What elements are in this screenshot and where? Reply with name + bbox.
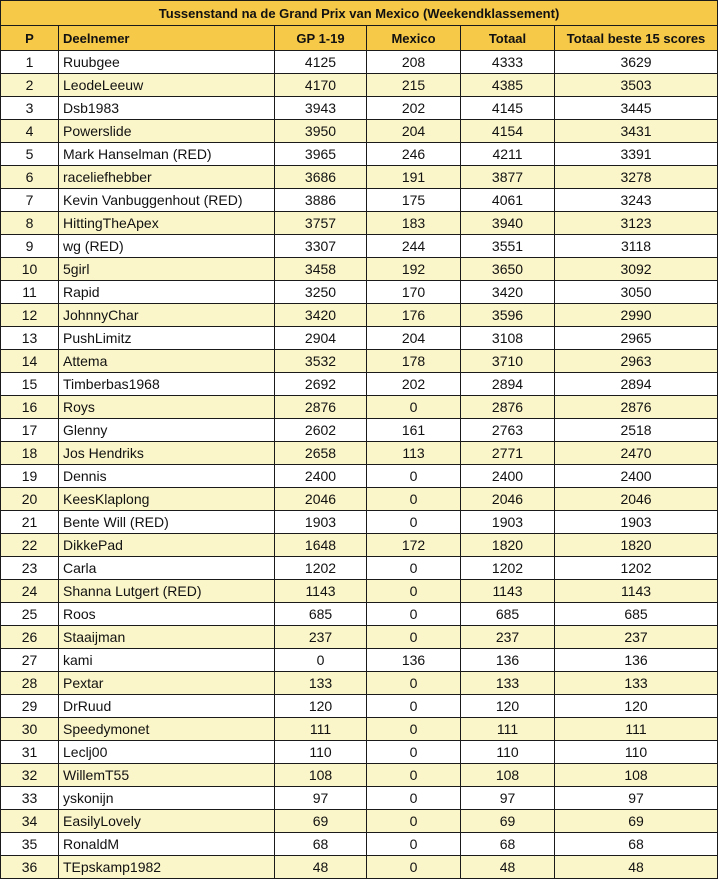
cell-mexico[interactable]: 0: [367, 718, 461, 741]
cell-total[interactable]: 3877: [461, 166, 555, 189]
cell-best-15-total[interactable]: 2470: [555, 442, 718, 465]
cell-gp-1-19[interactable]: 1903: [275, 511, 367, 534]
cell-position[interactable]: 27: [1, 649, 59, 672]
cell-mexico[interactable]: 0: [367, 396, 461, 419]
cell-participant[interactable]: RonaldM: [59, 833, 275, 856]
cell-best-15-total[interactable]: 237: [555, 626, 718, 649]
cell-total[interactable]: 4385: [461, 74, 555, 97]
cell-total[interactable]: 4333: [461, 51, 555, 74]
cell-total[interactable]: 69: [461, 810, 555, 833]
cell-total[interactable]: 2771: [461, 442, 555, 465]
cell-participant[interactable]: Kevin Vanbuggenhout (RED): [59, 189, 275, 212]
cell-gp-1-19[interactable]: 2658: [275, 442, 367, 465]
table-row[interactable]: [1, 580, 718, 603]
table-row[interactable]: [1, 695, 718, 718]
cell-best-15-total[interactable]: 1820: [555, 534, 718, 557]
cell-best-15-total[interactable]: 2518: [555, 419, 718, 442]
cell-total[interactable]: 136: [461, 649, 555, 672]
cell-mexico[interactable]: 0: [367, 810, 461, 833]
cell-best-15-total[interactable]: 3629: [555, 51, 718, 74]
cell-participant[interactable]: kami: [59, 649, 275, 672]
cell-mexico[interactable]: 0: [367, 833, 461, 856]
cell-participant[interactable]: Timberbas1968: [59, 373, 275, 396]
header-position[interactable]: P: [1, 26, 59, 51]
cell-mexico[interactable]: 244: [367, 235, 461, 258]
cell-total[interactable]: 1820: [461, 534, 555, 557]
cell-total[interactable]: 3420: [461, 281, 555, 304]
table-row[interactable]: [1, 51, 718, 74]
cell-participant[interactable]: WillemT55: [59, 764, 275, 787]
cell-total[interactable]: 4154: [461, 120, 555, 143]
header-mexico[interactable]: Mexico: [367, 26, 461, 51]
cell-total[interactable]: 3551: [461, 235, 555, 258]
cell-best-15-total[interactable]: 97: [555, 787, 718, 810]
table-row[interactable]: [1, 396, 718, 419]
cell-participant[interactable]: 5girl: [59, 258, 275, 281]
cell-gp-1-19[interactable]: 111: [275, 718, 367, 741]
cell-gp-1-19[interactable]: 3965: [275, 143, 367, 166]
cell-participant[interactable]: DikkePad: [59, 534, 275, 557]
cell-position[interactable]: 17: [1, 419, 59, 442]
table-row[interactable]: [1, 488, 718, 511]
cell-mexico[interactable]: 0: [367, 741, 461, 764]
cell-position[interactable]: 28: [1, 672, 59, 695]
cell-participant[interactable]: DrRuud: [59, 695, 275, 718]
cell-mexico[interactable]: 0: [367, 695, 461, 718]
cell-mexico[interactable]: 0: [367, 672, 461, 695]
cell-participant[interactable]: wg (RED): [59, 235, 275, 258]
cell-best-15-total[interactable]: 69: [555, 810, 718, 833]
cell-total[interactable]: 3596: [461, 304, 555, 327]
cell-best-15-total[interactable]: 3050: [555, 281, 718, 304]
table-row[interactable]: [1, 534, 718, 557]
cell-mexico[interactable]: 191: [367, 166, 461, 189]
cell-mexico[interactable]: 175: [367, 189, 461, 212]
cell-participant[interactable]: PushLimitz: [59, 327, 275, 350]
table-row[interactable]: [1, 810, 718, 833]
cell-best-15-total[interactable]: 3092: [555, 258, 718, 281]
cell-gp-1-19[interactable]: 3458: [275, 258, 367, 281]
cell-total[interactable]: 108: [461, 764, 555, 787]
cell-position[interactable]: 34: [1, 810, 59, 833]
cell-total[interactable]: 2763: [461, 419, 555, 442]
cell-participant[interactable]: KeesKlaplong: [59, 488, 275, 511]
cell-total[interactable]: 4211: [461, 143, 555, 166]
cell-mexico[interactable]: 0: [367, 557, 461, 580]
cell-mexico[interactable]: 202: [367, 373, 461, 396]
table-row[interactable]: [1, 235, 718, 258]
cell-best-15-total[interactable]: 2965: [555, 327, 718, 350]
cell-total[interactable]: 3108: [461, 327, 555, 350]
cell-gp-1-19[interactable]: 3250: [275, 281, 367, 304]
table-row[interactable]: [1, 465, 718, 488]
cell-best-15-total[interactable]: 110: [555, 741, 718, 764]
cell-mexico[interactable]: 192: [367, 258, 461, 281]
cell-total[interactable]: 2400: [461, 465, 555, 488]
table-row[interactable]: [1, 626, 718, 649]
cell-total[interactable]: 3650: [461, 258, 555, 281]
cell-position[interactable]: 2: [1, 74, 59, 97]
cell-total[interactable]: 2046: [461, 488, 555, 511]
table-row[interactable]: [1, 166, 718, 189]
cell-total[interactable]: 237: [461, 626, 555, 649]
cell-best-15-total[interactable]: 2876: [555, 396, 718, 419]
cell-best-15-total[interactable]: 3391: [555, 143, 718, 166]
table-row[interactable]: [1, 833, 718, 856]
cell-position[interactable]: 6: [1, 166, 59, 189]
cell-mexico[interactable]: 183: [367, 212, 461, 235]
cell-position[interactable]: 13: [1, 327, 59, 350]
cell-mexico[interactable]: 0: [367, 856, 461, 879]
cell-gp-1-19[interactable]: 2904: [275, 327, 367, 350]
cell-gp-1-19[interactable]: 3307: [275, 235, 367, 258]
table-row[interactable]: [1, 603, 718, 626]
cell-position[interactable]: 33: [1, 787, 59, 810]
cell-mexico[interactable]: 215: [367, 74, 461, 97]
table-row[interactable]: [1, 304, 718, 327]
table-row[interactable]: [1, 212, 718, 235]
cell-mexico[interactable]: 161: [367, 419, 461, 442]
cell-total[interactable]: 4145: [461, 97, 555, 120]
cell-gp-1-19[interactable]: 3686: [275, 166, 367, 189]
table-row[interactable]: [1, 672, 718, 695]
cell-mexico[interactable]: 176: [367, 304, 461, 327]
cell-participant[interactable]: JohnnyChar: [59, 304, 275, 327]
cell-gp-1-19[interactable]: 2602: [275, 419, 367, 442]
table-title: Tussenstand na de Grand Prix van Mexico (Weekendklassement): [1, 1, 718, 26]
table-row[interactable]: [1, 557, 718, 580]
cell-mexico[interactable]: 113: [367, 442, 461, 465]
cell-total[interactable]: 2876: [461, 396, 555, 419]
cell-gp-1-19[interactable]: 685: [275, 603, 367, 626]
cell-best-15-total[interactable]: 120: [555, 695, 718, 718]
cell-total[interactable]: 4061: [461, 189, 555, 212]
cell-participant[interactable]: Glenny: [59, 419, 275, 442]
cell-position[interactable]: 7: [1, 189, 59, 212]
cell-gp-1-19[interactable]: 110: [275, 741, 367, 764]
cell-gp-1-19[interactable]: 133: [275, 672, 367, 695]
header-best-15-total[interactable]: Totaal beste 15 scores: [555, 26, 718, 51]
cell-best-15-total[interactable]: 3243: [555, 189, 718, 212]
cell-participant[interactable]: yskonijn: [59, 787, 275, 810]
cell-best-15-total[interactable]: 2894: [555, 373, 718, 396]
cell-position[interactable]: 29: [1, 695, 59, 718]
cell-participant[interactable]: Attema: [59, 350, 275, 373]
cell-total[interactable]: 68: [461, 833, 555, 856]
header-participant[interactable]: Deelnemer: [59, 26, 275, 51]
cell-best-15-total[interactable]: 1143: [555, 580, 718, 603]
cell-position[interactable]: 8: [1, 212, 59, 235]
cell-mexico[interactable]: 0: [367, 626, 461, 649]
cell-position[interactable]: 26: [1, 626, 59, 649]
cell-best-15-total[interactable]: 108: [555, 764, 718, 787]
cell-participant[interactable]: Bente Will (RED): [59, 511, 275, 534]
cell-participant[interactable]: Powerslide: [59, 120, 275, 143]
cell-best-15-total[interactable]: 3123: [555, 212, 718, 235]
cell-position[interactable]: 32: [1, 764, 59, 787]
cell-gp-1-19[interactable]: 237: [275, 626, 367, 649]
cell-gp-1-19[interactable]: 3886: [275, 189, 367, 212]
cell-position[interactable]: 22: [1, 534, 59, 557]
table-row[interactable]: [1, 189, 718, 212]
cell-position[interactable]: 21: [1, 511, 59, 534]
cell-position[interactable]: 9: [1, 235, 59, 258]
cell-participant[interactable]: Carla: [59, 557, 275, 580]
cell-participant[interactable]: EasilyLovely: [59, 810, 275, 833]
table-row[interactable]: [1, 511, 718, 534]
cell-participant[interactable]: Roys: [59, 396, 275, 419]
cell-position[interactable]: 35: [1, 833, 59, 856]
table-row[interactable]: [1, 373, 718, 396]
cell-gp-1-19[interactable]: 97: [275, 787, 367, 810]
cell-best-15-total[interactable]: 68: [555, 833, 718, 856]
cell-gp-1-19[interactable]: 4125: [275, 51, 367, 74]
cell-total[interactable]: 3940: [461, 212, 555, 235]
table-row[interactable]: [1, 143, 718, 166]
header-row: [1, 26, 718, 51]
cell-participant[interactable]: LeodeLeeuw: [59, 74, 275, 97]
table-row[interactable]: [1, 764, 718, 787]
table-row[interactable]: [1, 258, 718, 281]
table-row[interactable]: [1, 281, 718, 304]
cell-best-15-total[interactable]: 2963: [555, 350, 718, 373]
table-row[interactable]: [1, 327, 718, 350]
cell-gp-1-19[interactable]: 3943: [275, 97, 367, 120]
cell-gp-1-19[interactable]: 3950: [275, 120, 367, 143]
cell-position[interactable]: 14: [1, 350, 59, 373]
cell-gp-1-19[interactable]: 2876: [275, 396, 367, 419]
cell-participant[interactable]: Dennis: [59, 465, 275, 488]
cell-best-15-total[interactable]: 133: [555, 672, 718, 695]
cell-total[interactable]: 2894: [461, 373, 555, 396]
cell-gp-1-19[interactable]: 2046: [275, 488, 367, 511]
cell-gp-1-19[interactable]: 4170: [275, 74, 367, 97]
cell-total[interactable]: 110: [461, 741, 555, 764]
cell-gp-1-19[interactable]: 68: [275, 833, 367, 856]
table-row[interactable]: [1, 350, 718, 373]
cell-mexico[interactable]: 0: [367, 764, 461, 787]
cell-total[interactable]: 133: [461, 672, 555, 695]
header-gp-1-19[interactable]: GP 1-19: [275, 26, 367, 51]
cell-mexico[interactable]: 136: [367, 649, 461, 672]
cell-position[interactable]: 25: [1, 603, 59, 626]
cell-participant[interactable]: Speedymonet: [59, 718, 275, 741]
cell-gp-1-19[interactable]: 2692: [275, 373, 367, 396]
cell-mexico[interactable]: 178: [367, 350, 461, 373]
cell-best-15-total[interactable]: 3431: [555, 120, 718, 143]
cell-best-15-total[interactable]: 2046: [555, 488, 718, 511]
cell-mexico[interactable]: 204: [367, 327, 461, 350]
cell-best-15-total[interactable]: 1202: [555, 557, 718, 580]
cell-position[interactable]: 1: [1, 51, 59, 74]
cell-gp-1-19[interactable]: 69: [275, 810, 367, 833]
cell-participant[interactable]: HittingTheApex: [59, 212, 275, 235]
cell-position[interactable]: 24: [1, 580, 59, 603]
cell-mexico[interactable]: 0: [367, 488, 461, 511]
cell-position[interactable]: 11: [1, 281, 59, 304]
cell-best-15-total[interactable]: 3503: [555, 74, 718, 97]
cell-mexico[interactable]: 204: [367, 120, 461, 143]
cell-participant[interactable]: Staaijman: [59, 626, 275, 649]
cell-total[interactable]: 48: [461, 856, 555, 879]
cell-participant[interactable]: Mark Hanselman (RED): [59, 143, 275, 166]
cell-position[interactable]: 23: [1, 557, 59, 580]
cell-participant[interactable]: Rapid: [59, 281, 275, 304]
cell-mexico[interactable]: 0: [367, 465, 461, 488]
cell-gp-1-19[interactable]: 48: [275, 856, 367, 879]
cell-position[interactable]: 31: [1, 741, 59, 764]
cell-participant[interactable]: raceliefhebber: [59, 166, 275, 189]
cell-mexico[interactable]: 208: [367, 51, 461, 74]
cell-position[interactable]: 3: [1, 97, 59, 120]
cell-best-15-total[interactable]: 1903: [555, 511, 718, 534]
cell-gp-1-19[interactable]: 108: [275, 764, 367, 787]
cell-participant[interactable]: Jos Hendriks: [59, 442, 275, 465]
cell-best-15-total[interactable]: 685: [555, 603, 718, 626]
cell-position[interactable]: 20: [1, 488, 59, 511]
cell-position[interactable]: 4: [1, 120, 59, 143]
table-row[interactable]: [1, 649, 718, 672]
title-row: [1, 1, 718, 26]
cell-gp-1-19[interactable]: 3420: [275, 304, 367, 327]
cell-participant[interactable]: Shanna Lutgert (RED): [59, 580, 275, 603]
cell-gp-1-19[interactable]: 1648: [275, 534, 367, 557]
table-row[interactable]: [1, 419, 718, 442]
cell-best-15-total[interactable]: 48: [555, 856, 718, 879]
table-row[interactable]: [1, 74, 718, 97]
cell-best-15-total[interactable]: 2990: [555, 304, 718, 327]
cell-total[interactable]: 1143: [461, 580, 555, 603]
table-row[interactable]: [1, 718, 718, 741]
cell-total[interactable]: 1202: [461, 557, 555, 580]
cell-total[interactable]: 120: [461, 695, 555, 718]
cell-mexico[interactable]: 0: [367, 580, 461, 603]
cell-gp-1-19[interactable]: 0: [275, 649, 367, 672]
cell-mexico[interactable]: 172: [367, 534, 461, 557]
cell-mexico[interactable]: 202: [367, 97, 461, 120]
table-row[interactable]: [1, 120, 718, 143]
cell-mexico[interactable]: 0: [367, 511, 461, 534]
cell-total[interactable]: 685: [461, 603, 555, 626]
cell-position[interactable]: 18: [1, 442, 59, 465]
cell-position[interactable]: 19: [1, 465, 59, 488]
cell-total[interactable]: 111: [461, 718, 555, 741]
cell-participant[interactable]: Roos: [59, 603, 275, 626]
cell-position[interactable]: 36: [1, 856, 59, 879]
table-row[interactable]: [1, 442, 718, 465]
cell-gp-1-19[interactable]: 3532: [275, 350, 367, 373]
cell-mexico[interactable]: 0: [367, 787, 461, 810]
cell-best-15-total[interactable]: 136: [555, 649, 718, 672]
cell-best-15-total[interactable]: 2400: [555, 465, 718, 488]
cell-position[interactable]: 5: [1, 143, 59, 166]
cell-best-15-total[interactable]: 3278: [555, 166, 718, 189]
cell-mexico[interactable]: 170: [367, 281, 461, 304]
cell-total[interactable]: 97: [461, 787, 555, 810]
cell-gp-1-19[interactable]: 3757: [275, 212, 367, 235]
cell-position[interactable]: 15: [1, 373, 59, 396]
cell-position[interactable]: 12: [1, 304, 59, 327]
cell-best-15-total[interactable]: 111: [555, 718, 718, 741]
cell-position[interactable]: 10: [1, 258, 59, 281]
cell-position[interactable]: 16: [1, 396, 59, 419]
cell-participant[interactable]: Dsb1983: [59, 97, 275, 120]
table-row[interactable]: [1, 787, 718, 810]
cell-total[interactable]: 1903: [461, 511, 555, 534]
cell-gp-1-19[interactable]: 2400: [275, 465, 367, 488]
cell-position[interactable]: 30: [1, 718, 59, 741]
table-row[interactable]: [1, 856, 718, 879]
table-row[interactable]: [1, 741, 718, 764]
cell-mexico[interactable]: 246: [367, 143, 461, 166]
cell-gp-1-19[interactable]: 1202: [275, 557, 367, 580]
cell-best-15-total[interactable]: 3445: [555, 97, 718, 120]
cell-gp-1-19[interactable]: 1143: [275, 580, 367, 603]
cell-participant[interactable]: Pextar: [59, 672, 275, 695]
header-total[interactable]: Totaal: [461, 26, 555, 51]
table-body: [1, 51, 718, 879]
cell-total[interactable]: 3710: [461, 350, 555, 373]
cell-mexico[interactable]: 0: [367, 603, 461, 626]
table-row[interactable]: [1, 97, 718, 120]
cell-best-15-total[interactable]: 3118: [555, 235, 718, 258]
cell-participant[interactable]: Leclj00: [59, 741, 275, 764]
cell-gp-1-19[interactable]: 120: [275, 695, 367, 718]
cell-participant[interactable]: Ruubgee: [59, 51, 275, 74]
cell-participant[interactable]: TEpskamp1982: [59, 856, 275, 879]
